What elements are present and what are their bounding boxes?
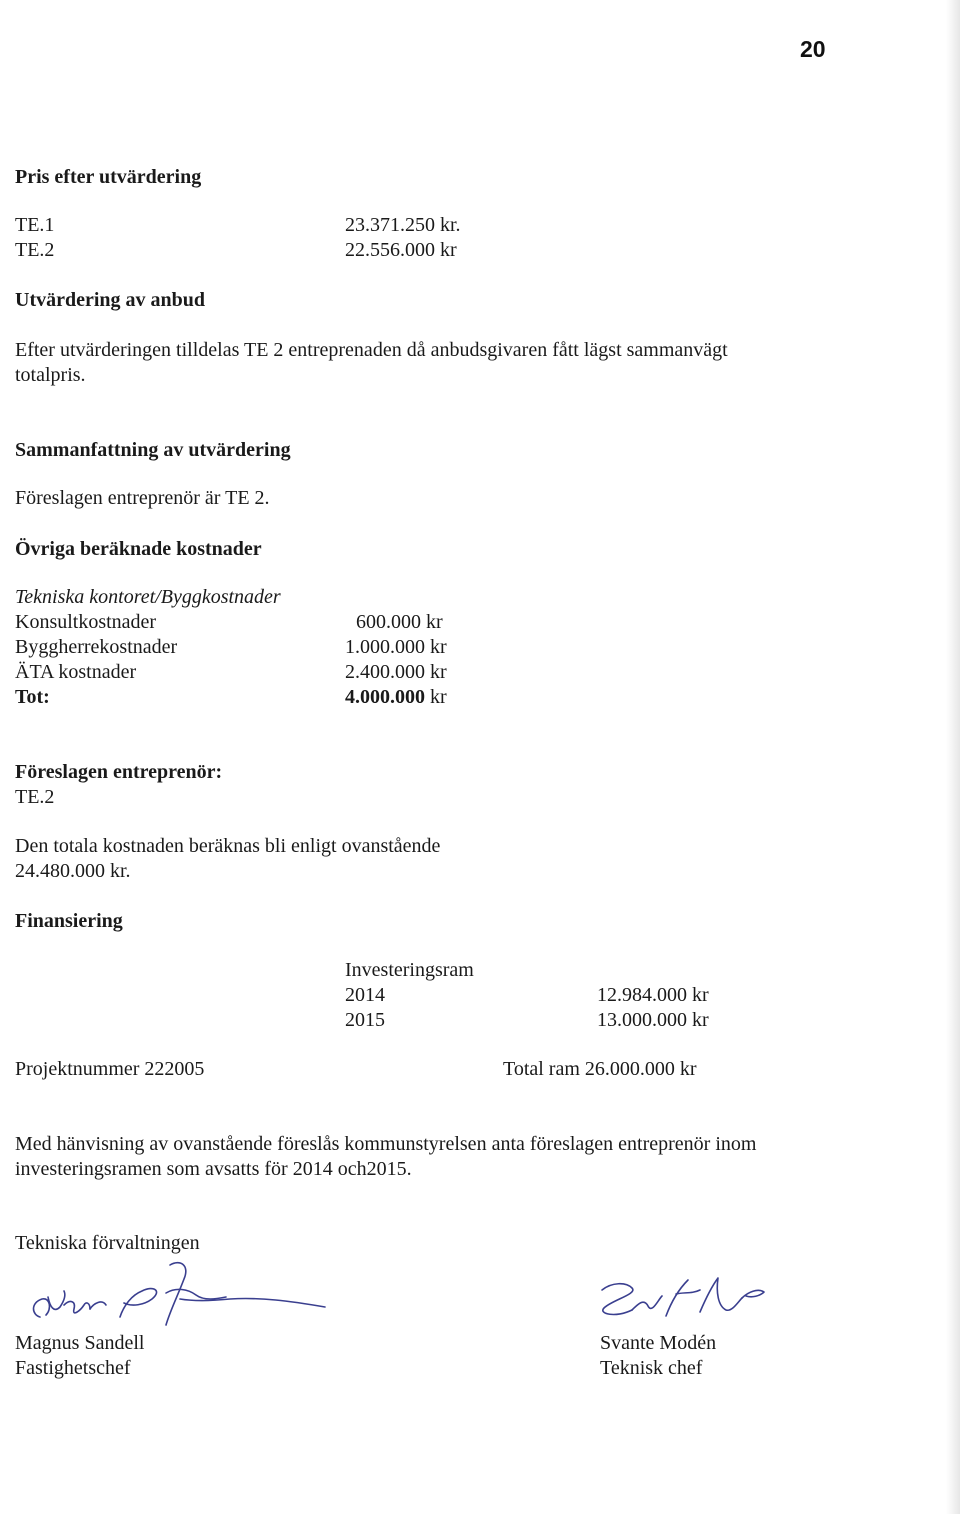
ovriga-total-unit: kr [430, 686, 447, 708]
page-edge [946, 0, 960, 1514]
sammanfattning-heading: Sammanfattning av utvärdering [15, 439, 291, 461]
foreslagen-cost-line1: Den totala kostnaden beräknas bli enligt ovanstående [15, 835, 441, 857]
ovriga-row-value: 600.000 kr [356, 611, 443, 633]
foreslagen-heading: Föreslagen entreprenör: [15, 761, 223, 783]
signatur-left-title: Fastighetschef [15, 1357, 131, 1379]
ovriga-row-value: 1.000.000 kr [345, 636, 447, 658]
ovriga-heading: Övriga beräknade kostnader [15, 538, 262, 560]
signatur-right-title: Teknisk chef [600, 1357, 703, 1379]
ovriga-row-label: ÄTA kostnader [15, 661, 137, 683]
pris-heading: Pris efter utvärdering [15, 166, 202, 188]
signature-right-image [592, 1270, 772, 1330]
signatur-right-name: Svante Modén [600, 1332, 717, 1354]
finansiering-value: 12.984.000 kr [597, 984, 709, 1006]
pris-row-label-te1: TE.1 [15, 214, 55, 236]
beslut-line1: Med hänvisning av ovanstående föreslås kommunstyrelsen anta föreslagen entreprenör inom [15, 1133, 757, 1155]
total-ram: Total ram 26.000.000 kr [503, 1058, 697, 1080]
pris-row-value-te1: 23.371.250 kr. [345, 214, 461, 236]
beslut-line2: investeringsramen som avsatts för 2014 och2015. [15, 1158, 412, 1180]
foreslagen-cost-line2: 24.480.000 kr. [15, 860, 131, 882]
finansiering-ram-label: Investeringsram [345, 959, 474, 981]
utvardering-text-line2: totalpris. [15, 364, 86, 386]
ovriga-row-value: 2.400.000 kr [345, 661, 447, 683]
ovriga-row-label: Konsultkostnader [15, 611, 157, 633]
ovriga-total-amount: 4.000.000 [345, 686, 425, 708]
finansiering-value: 13.000.000 kr [597, 1009, 709, 1031]
signature-left-image [20, 1255, 330, 1335]
ovriga-subheading: Tekniska kontoret/Byggkostnader [15, 586, 281, 608]
projektnummer: Projektnummer 222005 [15, 1058, 205, 1080]
finansiering-heading: Finansiering [15, 910, 123, 932]
utvardering-text-line1: Efter utvärderingen tilldelas TE 2 entreprenaden då anbudsgivaren fått lägst sammanvägt [15, 339, 728, 361]
pris-row-label-te2: TE.2 [15, 239, 55, 261]
finansiering-year: 2015 [345, 1009, 385, 1031]
foreslagen-value: TE.2 [15, 786, 55, 808]
ovriga-total-value [345, 685, 447, 710]
utvardering-heading: Utvärdering av anbud [15, 289, 206, 311]
finansiering-year: 2014 [345, 984, 385, 1006]
sammanfattning-text: Föreslagen entreprenör är TE 2. [15, 487, 270, 509]
signatur-left-name: Magnus Sandell [15, 1332, 145, 1354]
ovriga-total-label: Tot: [15, 686, 50, 708]
page-number: 20 [800, 36, 826, 62]
pris-row-value-te2: 22.556.000 kr [345, 239, 457, 261]
ovriga-row-label: Byggherrekostnader [15, 636, 178, 658]
signatur-org: Tekniska förvaltningen [15, 1232, 200, 1254]
